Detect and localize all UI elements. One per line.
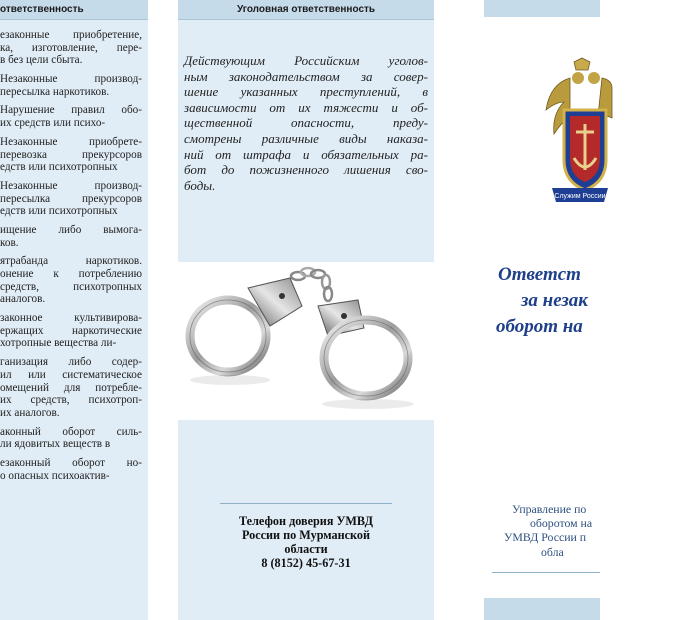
- emblem-ribbon-text: Служим России: [554, 193, 606, 200]
- title-line: оборот на: [496, 316, 583, 337]
- offense-text-line: ли ядовитых веществ в: [0, 438, 111, 451]
- police-eagle-emblem-icon: [542, 58, 612, 208]
- hotline-line: области: [284, 542, 328, 556]
- right-panel-bottom-band: [484, 598, 600, 620]
- offense-text-line: омещений для потребле-: [0, 381, 142, 394]
- handcuffs-icon: [178, 262, 434, 420]
- organization-line: оборотом на: [530, 516, 593, 531]
- offense-text-line: ищение либо вымога-: [0, 223, 142, 236]
- organization-name: [484, 502, 684, 559]
- organization-line: Управление по: [512, 502, 587, 516]
- offense-text-line: ка, изготовление, пере-: [0, 41, 142, 54]
- offense-text-line: пересылка прекурсоров: [0, 192, 142, 205]
- offense-text-line: онение к потреблению: [0, 268, 142, 280]
- organization-line: обла: [541, 544, 564, 559]
- liability-text-line: ным законодательством за совер-: [184, 68, 428, 84]
- offense-text-line: едств или психотропных: [0, 205, 118, 218]
- right-panel-top-band: [484, 0, 600, 17]
- offense-text-line: Незаконные производ-: [0, 179, 142, 192]
- middle-panel: [178, 0, 434, 620]
- offense-text-line: средств, психотропных: [0, 280, 142, 293]
- offense-text-line: ятрабанда наркотиков.: [0, 255, 142, 268]
- offense-text-line: Незаконные приобрете-: [0, 135, 142, 148]
- offense-text-line: едств или психотропных: [0, 161, 118, 174]
- offense-text-line: ил или систематическое: [0, 368, 142, 381]
- right-panel: [484, 0, 606, 620]
- liability-text-line: смотрены различные виды наказа-: [184, 130, 428, 146]
- brochure-title: [484, 262, 684, 340]
- organization-divider: [492, 572, 600, 573]
- offense-text-line: их средств или психо-: [0, 117, 106, 130]
- offense-text-line: ков.: [0, 236, 19, 249]
- organization-line: УМВД России п: [504, 530, 587, 545]
- offense-text-line: езаконный оборот но-: [0, 456, 142, 469]
- liability-text-line: бот до пожизненного лишения сво-: [184, 162, 428, 178]
- liability-text-line: боды.: [184, 177, 216, 193]
- offense-text-line: о опасных психоактив-: [0, 469, 110, 482]
- liability-text-line: шение указанных преступлений, в: [184, 84, 428, 100]
- offense-text-line: перевозка прекурсоров: [0, 148, 142, 161]
- liability-text-line: щественной опасности, преду-: [184, 115, 428, 131]
- offense-text-line: аконный оборот силь-: [0, 425, 142, 438]
- hotline-line: Телефон доверия УМВД: [239, 514, 373, 528]
- middle-panel-header-label: Уголовная ответственность: [236, 4, 376, 15]
- left-panel: [0, 0, 148, 620]
- hotline-line: России по Мурманской: [241, 528, 371, 542]
- offense-text-line: их средств, психотроп-: [0, 394, 142, 407]
- hotline-block: [178, 514, 434, 570]
- offense-text-line: ержащих наркотические: [0, 324, 142, 337]
- middle-panel-header: [178, 0, 434, 20]
- hotline-line: 8 (8152) 45-67-31: [261, 556, 351, 570]
- phone-divider: [220, 503, 392, 504]
- handcuffs-photo: [178, 262, 434, 420]
- left-panel-body: [0, 29, 142, 589]
- offense-text-line: в без цели сбыта.: [0, 54, 83, 67]
- offense-text-line: езаконные приобретение,: [0, 29, 142, 41]
- offense-text-line: их аналогов.: [0, 406, 60, 419]
- title-line: за незак: [521, 290, 588, 311]
- offense-text-line: Незаконные производ-: [0, 73, 142, 86]
- liability-text-line: ний от штрафа и обязательных ра-: [184, 146, 428, 162]
- offense-text-line: законное культивирова-: [0, 312, 142, 325]
- liability-text-line: зависимости от их тяжести и об-: [184, 99, 428, 115]
- left-panel-header: [0, 0, 148, 20]
- offense-text-line: ганизация либо содер-: [0, 356, 142, 369]
- offense-text-line: пересылка наркотиков.: [0, 85, 110, 98]
- liability-text-line: Действующим Российским уголов-: [184, 53, 428, 68]
- left-panel-header-label: ответственность: [0, 4, 84, 15]
- offense-text-line: хотропные вещества ли-: [0, 337, 117, 350]
- criminal-liability-text: [178, 53, 434, 193]
- offense-text-line: аналогов.: [0, 293, 46, 306]
- offense-text-line: Нарушение правил обо-: [0, 104, 142, 117]
- title-line: Ответст: [498, 264, 581, 285]
